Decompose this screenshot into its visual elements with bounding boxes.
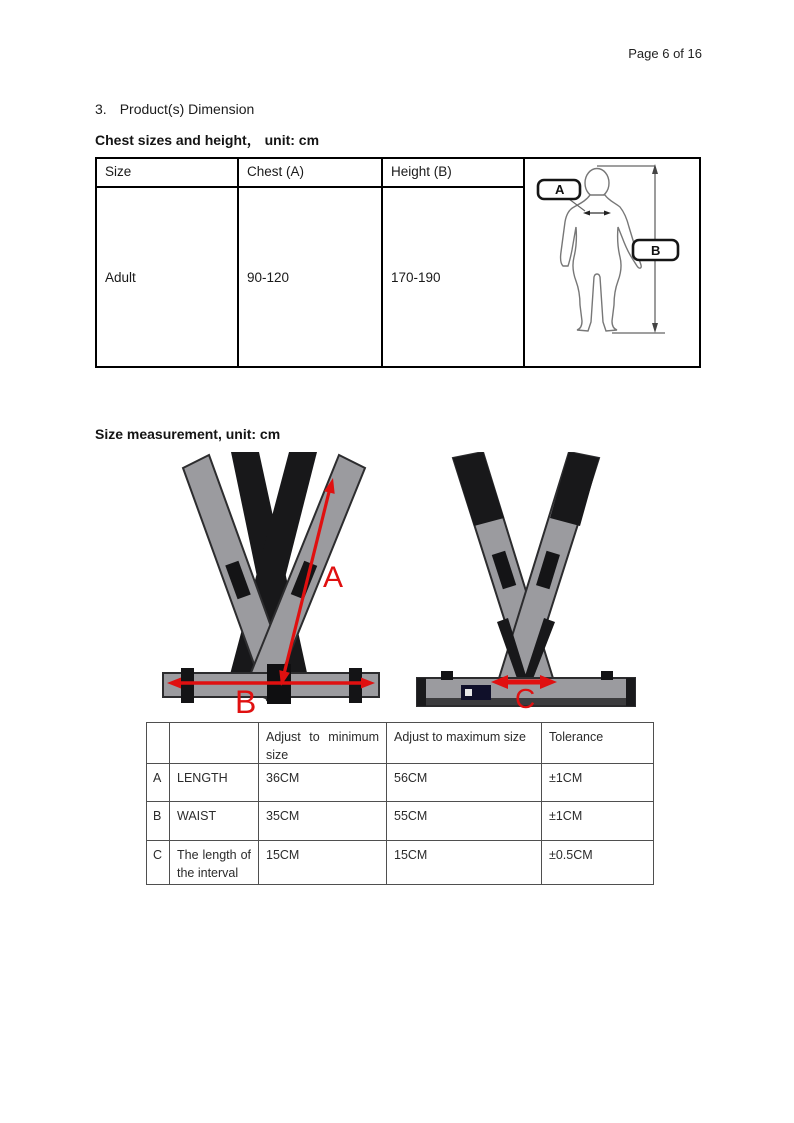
vest2-belt-loop-left (441, 671, 453, 680)
body-head (585, 169, 609, 198)
meas-row-c-min: 15CM (259, 841, 387, 884)
meas-row-c-key: C (147, 841, 170, 884)
meas-row-c-tolerance: ±0.5CM (549, 848, 593, 862)
chest-table-header-chest: Chest (A) (239, 159, 383, 188)
meas-row-b-key: B (147, 802, 170, 841)
meas-row-a-name: LENGTH (170, 764, 259, 802)
section-number: 3. (95, 101, 107, 117)
body-outline (561, 195, 642, 331)
vest-photo-back (405, 452, 645, 710)
meas-header-empty-2 (170, 723, 259, 764)
height-dim-arrow-down (652, 323, 658, 333)
meas-header-empty-1 (147, 723, 170, 764)
body-figure-svg (525, 159, 699, 366)
meas-row-a-tolerance: ±1CM (542, 764, 653, 802)
meas-header-min: Adjust to minimum size (259, 723, 387, 764)
belt-buckle-right (349, 668, 362, 703)
meas-row-b-max: 55CM (387, 802, 542, 841)
vest2-black-shoulder-left (453, 452, 504, 526)
vest2-belt-tip-right (626, 678, 635, 706)
vest2-brand-tag-mark (465, 689, 472, 696)
chest-table-cell-size: Adult (97, 188, 239, 366)
meas-row-c-max: 15CM (387, 841, 542, 884)
label-b-text: B (651, 243, 661, 258)
meas-row-b-min: 35CM (259, 802, 387, 841)
meas-row-b-tolerance: ±1CM (542, 802, 653, 841)
size-measurement-heading: Size measurement, unit: cm (95, 426, 281, 442)
body-measurement-figure (525, 159, 699, 366)
meas-row-b-name: WAIST (170, 802, 259, 841)
meas-row-a-key: A (147, 764, 170, 802)
chest-size-table (95, 157, 701, 368)
vest-photo-front (143, 450, 395, 718)
vest2-label-c: C (515, 683, 536, 710)
vest-label-b: B (235, 684, 257, 718)
meas-header-tolerance: Tolerance (542, 723, 653, 764)
chest-table-header-size: Size (97, 159, 239, 188)
chest-table-cell-height: 170-190 (383, 188, 525, 366)
belt-buckle-left (181, 668, 194, 703)
meas-header-max: Adjust to maximum size (387, 723, 542, 764)
vest2-belt-loop-right (601, 671, 613, 680)
meas-row-a-min: 36CM (259, 764, 387, 802)
section-heading (95, 101, 254, 117)
chest-sizes-heading: Chest sizes and height， unit: cm (95, 132, 320, 148)
page-number: Page 6 of 16 (628, 46, 702, 61)
vest-label-a: A (323, 561, 344, 594)
label-a-text: A (555, 182, 565, 197)
chest-table-header-height: Height (B) (383, 159, 525, 188)
section-title-text: Product(s) Dimension (119, 101, 255, 117)
measurement-table (146, 722, 654, 885)
vest2-belt-tip-left (417, 678, 426, 706)
meas-row-a-max: 56CM (387, 764, 542, 802)
meas-row-c-name: The length of the interval (170, 841, 259, 884)
chest-table-cell-chest: 90-120 (239, 188, 383, 366)
